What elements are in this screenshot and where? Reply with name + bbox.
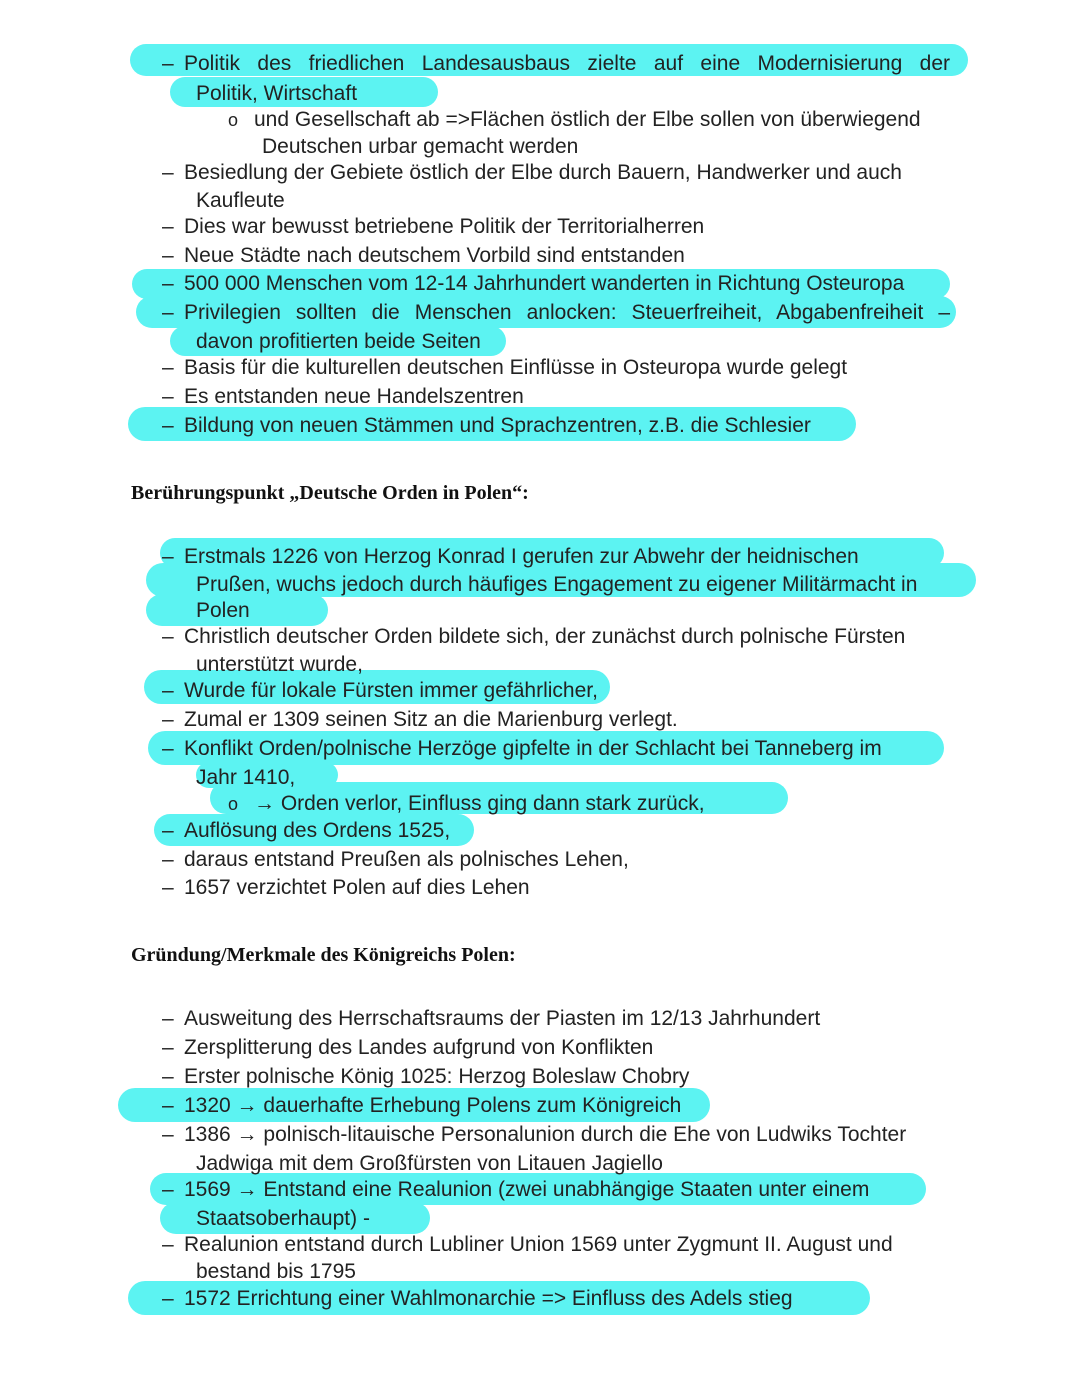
bullet-text: 1386 → polnisch-litauische Personalunion durch die Ehe von Ludwiks Tochter (184, 1123, 907, 1146)
bullet-item (162, 413, 811, 439)
bullet-text: Staatsoberhaupt) - (196, 1207, 370, 1230)
dash: – (162, 414, 174, 437)
bullet-item (162, 271, 904, 297)
dash: – (162, 625, 174, 648)
bullet-item (162, 384, 524, 410)
bullet-text: Deutschen urbar gemacht werden (262, 135, 579, 158)
bullet-item (162, 707, 678, 733)
dash: – (162, 52, 174, 75)
dash: – (162, 819, 174, 842)
bullet-item (162, 1035, 653, 1061)
bullet-continuation (196, 329, 481, 355)
circle-bullet: o (228, 794, 239, 814)
bullet-text: Erstmals 1226 von Herzog Konrad I gerufen zur Abwehr der heidnischen (184, 545, 859, 568)
bullet-item (162, 1177, 869, 1203)
bullet-text: Polen (196, 599, 250, 622)
bullet-item (162, 847, 629, 873)
dash: – (162, 876, 174, 899)
bullet-text: daraus entstand Preußen als polnisches Lehen, (184, 848, 629, 871)
bullet-text: Besiedlung der Gebiete östlich der Elbe durch Bauern, Handwerker und auch (184, 161, 902, 184)
bullet-text: unterstützt wurde, (196, 653, 363, 676)
bullet-text: Zersplitterung des Landes aufgrund von Konflikten (184, 1036, 654, 1059)
dash: – (162, 1287, 174, 1310)
bullet-text: Erster polnische König 1025: Herzog Boleslaw Chobry (184, 1065, 690, 1088)
bullet-text: Dies war bewusst betriebene Politik der Territorialherren (184, 215, 705, 238)
bullet-item (162, 1093, 681, 1119)
sub-bullet-item (228, 107, 921, 133)
dash: – (162, 244, 174, 267)
bullet-text: Auflösung des Ordens 1525, (184, 819, 451, 842)
bullet-text: 1569 → Entstand eine Realunion (zwei unabhängige Staaten unter einem (184, 1178, 870, 1201)
bullet-text: bestand bis 1795 (196, 1260, 356, 1283)
sub-bullet-item (228, 791, 705, 817)
bullet-text: Basis für die kulturellen deutschen Einflüsse in Osteuropa wurde gelegt (184, 356, 848, 379)
bullet-item (162, 51, 950, 77)
bullet-text: 1657 verzichtet Polen auf dies Lehen (184, 876, 530, 899)
bullet-item (162, 243, 685, 269)
bullet-item (162, 355, 847, 381)
bullet-continuation (196, 652, 363, 678)
bullet-text: Ausweitung des Herrschaftsraums der Piasten im 12/13 Jahrhundert (184, 1007, 821, 1030)
dash: – (162, 708, 174, 731)
bullet-text: Christlich deutscher Orden bildete sich, der zunächst durch polnische Fürsten (184, 625, 906, 648)
bullet-text: Wurde für lokale Fürsten immer gefährlicher, (184, 679, 598, 702)
dash: – (162, 215, 174, 238)
section-heading: Gründung/Merkmale des Königreichs Polen: (131, 944, 516, 966)
dash: – (162, 272, 174, 295)
bullet-continuation (196, 188, 285, 214)
bullet-text: Bildung von neuen Stämmen und Sprachzentren, z.B. die Schlesier (184, 414, 811, 437)
bullet-continuation (196, 598, 250, 624)
bullet-continuation (262, 134, 578, 160)
dash: – (162, 301, 174, 324)
bullet-text: 1320 → dauerhafte Erhebung Polens zum Königreich (184, 1094, 682, 1117)
bullet-continuation (196, 81, 357, 107)
dash: – (162, 161, 174, 184)
dash: – (162, 545, 174, 568)
bullet-continuation (196, 1151, 663, 1177)
bullet-item (162, 544, 859, 570)
bullet-text: Konflikt Orden/polnische Herzöge gipfelte in der Schlacht bei Tanneberg im (184, 737, 882, 760)
bullet-text: davon profitierten beide Seiten (196, 330, 481, 353)
bullet-text: Privilegien sollten die Menschen anlocken: Steuerfreiheit, Abgabenfreiheit – (184, 301, 950, 324)
bullet-item (162, 736, 882, 762)
dash: – (162, 1094, 174, 1117)
bullet-item (162, 1006, 820, 1032)
bullet-item (162, 214, 704, 240)
bullet-item (162, 1232, 893, 1258)
bullet-text: Kaufleute (196, 189, 285, 212)
bullet-text: Prußen, wuchs jedoch durch häufiges Engagement zu eigener Militärmacht in (196, 573, 918, 596)
bullet-text: Zumal er 1309 seinen Sitz an die Marienburg verlegt. (184, 708, 678, 731)
bullet-text: Jadwiga mit dem Großfürsten von Litauen Jagiello (196, 1152, 663, 1175)
bullet-item (162, 818, 450, 844)
bullet-text: 1572 Errichtung einer Wahlmonarchie => Einfluss des Adels stieg (184, 1287, 793, 1310)
bullet-item (162, 875, 530, 901)
dash: – (162, 679, 174, 702)
bullet-item (162, 1122, 906, 1148)
bullet-text: Realunion entstand durch Lubliner Union 1569 unter Zygmunt II. August und (184, 1233, 893, 1256)
dash: – (162, 356, 174, 379)
bullet-continuation (196, 1259, 356, 1285)
bullet-text: 500 000 Menschen vom 12-14 Jahrhundert wanderten in Richtung Osteuropa (184, 272, 905, 295)
dash: – (162, 1036, 174, 1059)
dash: – (162, 1233, 174, 1256)
bullet-continuation (196, 1206, 370, 1232)
bullet-text: Politik des friedlichen Landesausbaus zielte auf eine Modernisierung der (184, 52, 950, 75)
bullet-text: → Orden verlor, Einfluss ging dann stark zurück, (254, 792, 705, 815)
dash: – (162, 1007, 174, 1030)
dash: – (162, 1123, 174, 1146)
dash: – (162, 848, 174, 871)
bullet-item (162, 624, 905, 650)
bullet-continuation (196, 765, 295, 791)
bullet-text: Politik, Wirtschaft (196, 82, 358, 105)
bullet-text: Neue Städte nach deutschem Vorbild sind entstanden (184, 244, 685, 267)
bullet-text: Jahr 1410, (196, 766, 296, 789)
section-heading: Berührungspunkt „Deutsche Orden in Polen“: (131, 482, 529, 504)
bullet-text: und Gesellschaft ab =>Flächen östlich der Elbe sollen von überwiegend (254, 108, 921, 131)
bullet-item (162, 678, 598, 704)
dash: – (162, 385, 174, 408)
dash: – (162, 737, 174, 760)
bullet-item (162, 1064, 689, 1090)
bullet-continuation (196, 572, 917, 598)
dash: – (162, 1065, 174, 1088)
bullet-item (162, 1286, 793, 1312)
bullet-text: Es entstanden neue Handelszentren (184, 385, 524, 408)
bullet-item (162, 160, 902, 186)
dash: – (162, 1178, 174, 1201)
bullet-item (162, 300, 950, 326)
circle-bullet: o (228, 110, 239, 130)
